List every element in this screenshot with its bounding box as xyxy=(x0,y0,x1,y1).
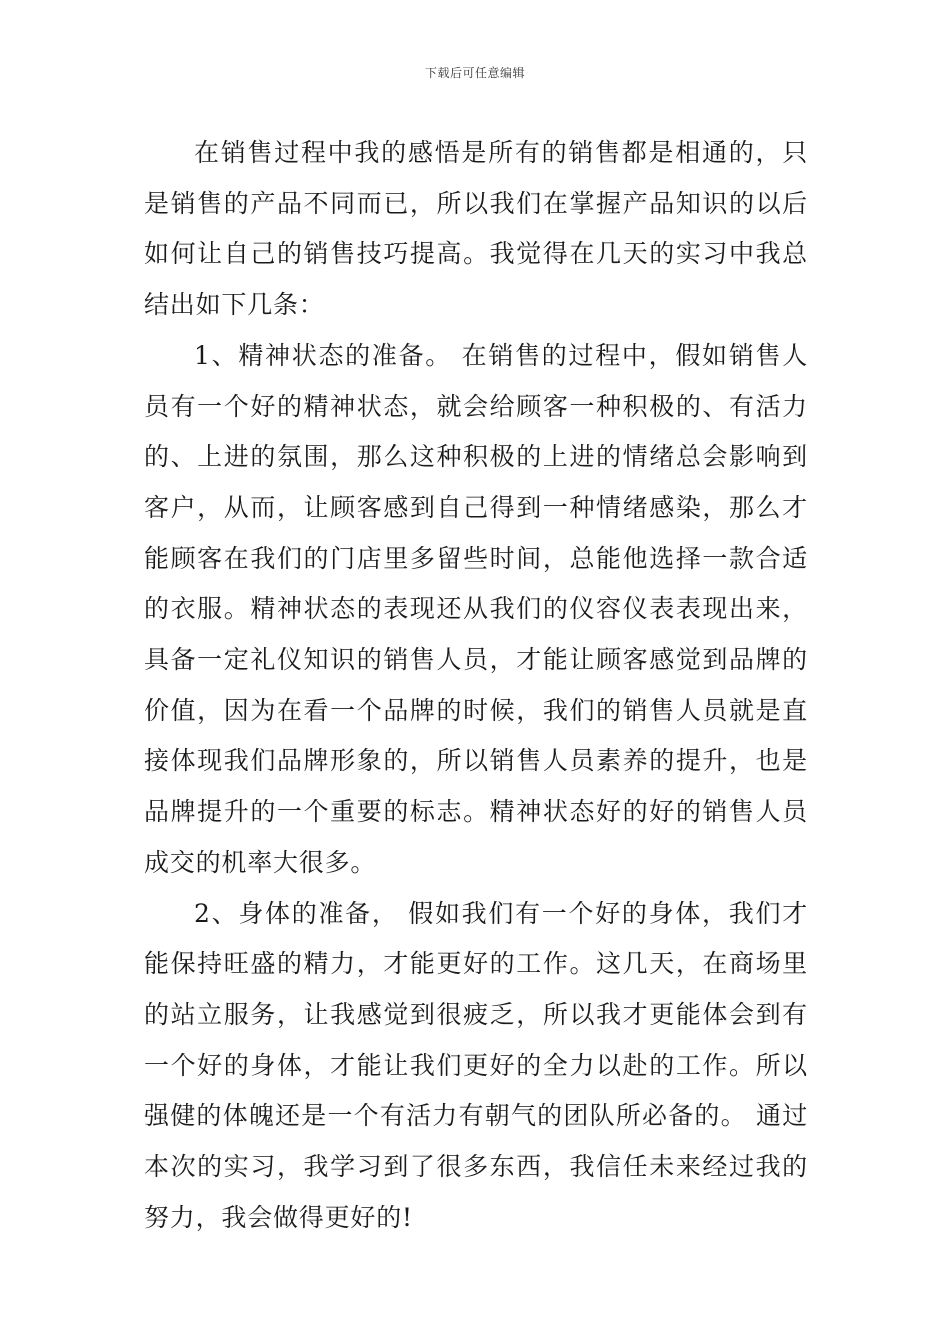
paragraph-body: 2、身体的准备， 假如我们有一个好的身体，我们才能保持旺盛的精力，才能更好的工作。这几天，在商场里的站立服务，让我感觉到很疲乏，所以我才更能体会到有一个好的身体，才能让我们更好的全力以赴的工作。所以强健的体魄还是一个有活力有朝气的团队所必备的。 通过本次的实习，我学习到了很多东西，我信任未来经过我的努力，我会做得更好的! xyxy=(144,898,808,1232)
paragraph-spirit: 1、精神状态的准备。 在销售的过程中，假如销售人员有一个好的精神状态，就会给顾客一种积极的、有活力的、上进的氛围，那么这种积极的上进的情绪总会影响到客户，从而，让顾客感到自己得到一种情绪感染，那么才能顾客在我们的门店里多留些时间，总能他选择一款合适的衣服。精神状态的表现还从我们的仪容仪表表现出来，具备一定礼仪知识的销售人员，才能让顾客感觉到品牌的价值，因为在看一个品牌的时候，我们的销售人员就是直接体现我们品牌形象的，所以销售人员素养的提升，也是品牌提升的一个重要的标志。精神状态好的好的销售人员成交的机率大很多。 xyxy=(144,340,808,877)
paragraph-intro: 在销售过程中我的感悟是所有的销售都是相通的，只是销售的产品不同而已，所以我们在掌握产品知识的以后如何让自己的销售技巧提高。我觉得在几天的实习中我总结出如下几条： xyxy=(144,138,808,320)
document-body xyxy=(144,128,808,1243)
header-note: 下载后可任意编辑 xyxy=(424,66,525,80)
